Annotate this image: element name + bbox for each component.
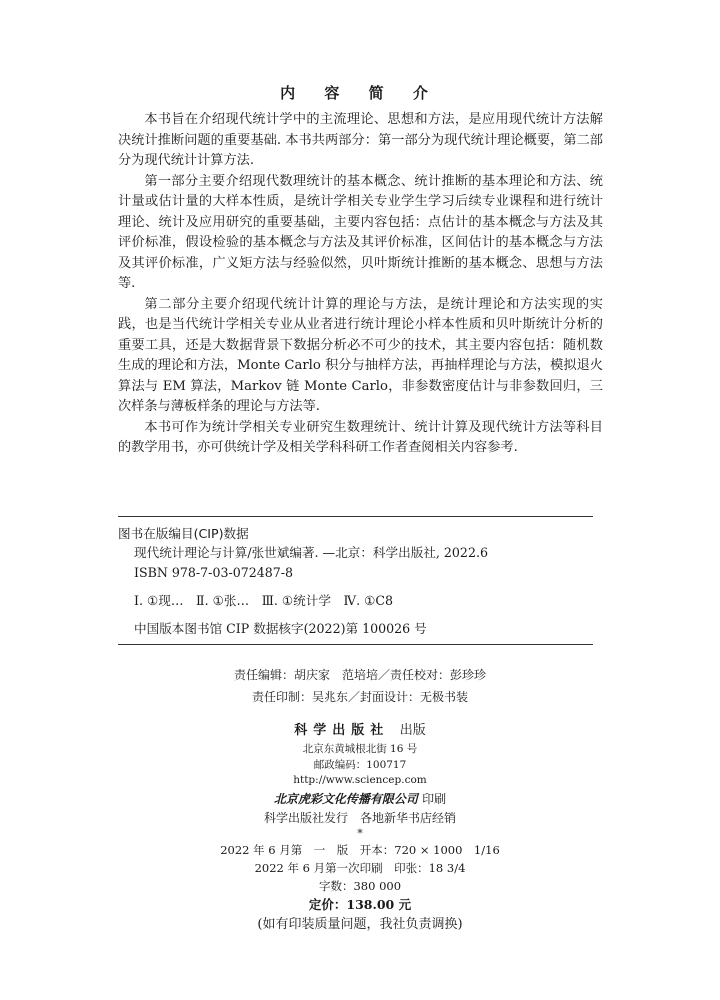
cip-bibliographic-line: 现代统计理论与计算/张世斌编著. —北京：科学出版社, 2022.6 xyxy=(134,545,488,560)
staff-line-1: 责任编辑：胡庆家 范培培／责任校对：彭珍珍 xyxy=(233,668,486,682)
cip-bottom-rule xyxy=(118,644,593,645)
summary-paragraph-3: 第二部分主要介绍现代统计计算的理论与方法，是统计理论和方法实现的实践，也是当代统计学相关专业从业者进行统计理论小样本性质和贝叶斯统计分析的重要工具，还是大数据背景下数据分析必不可少的技术，其主要内容包括：随机数生成的理论和方法，Monte Carlo 积分与抽样方法，再抽样理论与方法，模拟退火算法与 EM 算法，Markov 链 Monte Carlo，非参数密度估计与非参数回归，三次样条与薄板样条的理论与方法等. xyxy=(118,296,603,414)
separator-star: * xyxy=(357,826,363,840)
quality-note: (如有印装质量问题，我社负责调换) xyxy=(257,916,463,932)
printer-name: 北京虎彩文化传播有限公司 xyxy=(273,791,418,806)
summary-paragraph-4: 本书可作为统计学相关专业研究生数理统计、统计计算及现代统计方法等科目的教学用书，亦可供统计学及相关学科科研工作者查阅相关内容参考. xyxy=(118,419,603,455)
publisher-postcode: 邮政编码：100717 xyxy=(313,758,407,771)
staff-credits xyxy=(0,664,720,708)
printer-suffix: 印刷 xyxy=(422,791,447,806)
summary-paragraph-2: 第一部分主要介绍现代数理统计的基本概念、统计推断的基本理论和方法、统计量或估计量的大样本性质，是统计学相关专业学生学习后续专业课程和进行统计理论、统计及应用研究的重要基础，主要内容包括：点估计的基本概念与方法及其评价标准，假设检验的基本概念与方法及其评价标准，区间估计的基本概念与方法及其评价标准，广义矩方法与经验似然，贝叶斯统计推断的基本概念、思想与方法等. xyxy=(118,173,603,291)
distribution-line: 科学出版社发行 各地新华书店经销 xyxy=(263,810,456,825)
cip-heading: 图书在版编目(CIP)数据 xyxy=(118,526,249,541)
cip-isbn: ISBN 978-7-03-072487-8 xyxy=(134,565,294,580)
cip-data-block xyxy=(118,516,593,645)
cip-classification: Ⅰ. ①现… Ⅱ. ①张… Ⅲ. ①统计学 Ⅳ. ①C8 xyxy=(134,593,394,608)
price: 定价：138.00 元 xyxy=(308,896,412,912)
publisher-name: 科学出版社 xyxy=(294,723,390,738)
cip-top-rule xyxy=(118,516,593,517)
printing-line: 2022 年 6 月第一次印刷 印张：18 3/4 xyxy=(254,860,466,875)
content-summary xyxy=(118,110,603,459)
imprint-block xyxy=(0,720,720,935)
page-title: 内 容 简 介 xyxy=(280,84,440,102)
publisher-address: 北京东黄城根北街 16 号 xyxy=(302,743,418,755)
printer-line xyxy=(0,789,720,809)
publisher-line xyxy=(0,720,720,742)
cip-number: 中国版本图书馆 CIP 数据核字(2022)第 100026 号 xyxy=(134,621,427,636)
word-count: 字数：380 000 xyxy=(318,878,402,893)
staff-line-2: 责任印制：吴兆东／封面设计：无极书装 xyxy=(251,690,468,704)
publisher-website: http://www.sciencep.com xyxy=(293,774,427,786)
summary-paragraph-1: 本书旨在介绍现代统计学中的主流理论、思想和方法，是应用现代统计方法解决统计推断问题的重要基础. 本书共两部分：第一部分为现代统计理论概要，第二部分为现代统计计算方法. xyxy=(118,112,603,168)
edition-line: 2022 年 6 月第 一 版 开本：720 × 1000 1/16 xyxy=(220,842,500,857)
publisher-suffix: 出版 xyxy=(399,723,426,738)
